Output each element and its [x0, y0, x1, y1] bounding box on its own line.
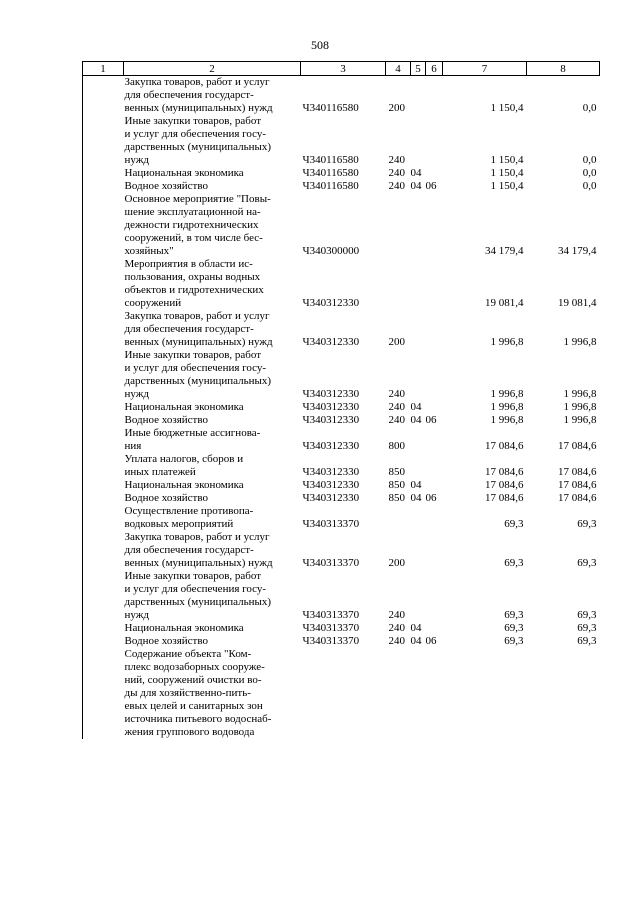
description-line: водковых мероприятий	[124, 518, 234, 530]
table-body	[83, 76, 600, 740]
amount-col7-cell: 1 150,4	[490, 154, 524, 166]
expense-type-cell: 200	[388, 102, 405, 114]
row-number-cell	[83, 492, 124, 505]
row-number-cell	[83, 505, 124, 531]
expense-type-cell: 240	[388, 388, 405, 400]
row-number-cell	[83, 479, 124, 492]
description-line: дарственных (муниципальных)	[124, 141, 272, 153]
description-line: Закупка товаров, работ и услуг	[124, 76, 270, 88]
expense-type-cell: 800	[388, 440, 405, 452]
subsection-cell: 06	[425, 180, 437, 192]
description-cell	[124, 258, 301, 310]
amount-col8-cell: 34 179,4	[558, 245, 597, 257]
description-cell	[124, 479, 301, 492]
row-number-cell	[83, 427, 124, 453]
description-cell	[124, 167, 301, 180]
description-line: Осуществление противопа-	[124, 505, 254, 517]
section-cell	[411, 115, 426, 167]
description-line: для обеспечения государст-	[124, 323, 254, 335]
subsection-cell	[426, 115, 443, 167]
expense-type-cell: 240	[388, 401, 405, 413]
description-cell	[124, 531, 301, 570]
section-cell	[411, 310, 426, 349]
expense-type-cell	[386, 193, 411, 258]
expense-type-cell	[386, 648, 411, 739]
description-line: ды для хозяйственно-пить-	[124, 687, 251, 699]
row-number-cell	[83, 310, 124, 349]
target-article-code-cell: Ч340312330	[302, 466, 360, 478]
description-cell	[124, 401, 301, 414]
section-cell: 04	[410, 167, 422, 179]
description-line: и услуг для обеспечения госу-	[124, 128, 267, 140]
amount-col7-cell: 17 084,6	[485, 440, 524, 452]
section-cell: 04	[410, 401, 422, 413]
description-line: Национальная экономика	[124, 401, 244, 413]
target-article-code-cell: Ч340312330	[302, 414, 360, 426]
amount-col8-cell: 0,0	[582, 167, 597, 179]
expense-type-cell: 240	[388, 622, 405, 634]
amount-col8-cell: 1 996,8	[563, 388, 597, 400]
column-header-4: 4	[386, 62, 411, 76]
description-cell	[124, 492, 301, 505]
expense-type-cell: 240	[388, 635, 405, 647]
expense-type-cell	[386, 505, 411, 531]
amount-col8-cell: 19 081,4	[558, 297, 597, 309]
row-number-cell	[83, 349, 124, 401]
amount-col8-cell: 69,3	[577, 609, 597, 621]
amount-col7-cell: 1 996,8	[490, 401, 524, 413]
amount-col7-cell: 17 084,6	[485, 466, 524, 478]
amount-col7-cell: 1 150,4	[490, 167, 524, 179]
target-article-code-cell: Ч340313370	[302, 609, 360, 621]
target-article-code-cell: Ч340312330	[302, 297, 360, 309]
description-line: сооружений	[124, 297, 182, 309]
subsection-cell	[426, 258, 443, 310]
subsection-cell	[426, 622, 443, 635]
description-line: ния	[124, 440, 142, 452]
amount-col7-cell: 69,3	[504, 622, 524, 634]
target-article-code-cell: Ч340312330	[302, 479, 360, 491]
table-row	[83, 479, 600, 492]
description-line: и услуг для обеспечения госу-	[124, 583, 267, 595]
target-article-code-cell: Ч340313370	[302, 557, 360, 569]
subsection-cell	[426, 648, 443, 739]
subsection-cell	[426, 531, 443, 570]
amount-col7-cell: 17 084,6	[485, 492, 524, 504]
table-row	[83, 505, 600, 531]
row-number-cell	[83, 258, 124, 310]
table-row	[83, 453, 600, 479]
amount-col8-cell: 69,3	[577, 635, 597, 647]
subsection-cell	[426, 401, 443, 414]
amount-col8-cell: 1 996,8	[563, 336, 597, 348]
description-line: и услуг для обеспечения госу-	[124, 362, 267, 374]
amount-col7-cell: 69,3	[504, 557, 524, 569]
expense-type-cell: 240	[388, 609, 405, 621]
expense-type-cell: 200	[388, 557, 405, 569]
row-number-cell	[83, 453, 124, 479]
row-number-cell	[83, 167, 124, 180]
amount-col8-cell: 17 084,6	[558, 466, 597, 478]
expense-type-cell: 240	[388, 180, 405, 192]
target-article-code-cell: Ч340116580	[302, 180, 359, 192]
row-number-cell	[83, 193, 124, 258]
description-line: плекс водозаборных сооруже-	[124, 661, 265, 673]
description-line: Водное хозяйство	[124, 180, 208, 192]
amount-col8-cell	[527, 648, 600, 739]
column-header-8: 8	[527, 62, 600, 76]
target-article-code-cell: Ч340116580	[302, 154, 359, 166]
row-number-cell	[83, 115, 124, 167]
description-line: Иные закупки товаров, работ	[124, 349, 262, 361]
target-article-code-cell: Ч340312330	[302, 401, 360, 413]
description-line: пользования, охраны водных	[124, 271, 261, 283]
expense-type-cell: 240	[388, 154, 405, 166]
section-cell	[411, 570, 426, 622]
subsection-cell	[426, 349, 443, 401]
description-line: Национальная экономика	[124, 479, 244, 491]
target-article-code-cell: Ч340300000	[302, 245, 360, 257]
target-article-code-cell: Ч340312330	[302, 440, 360, 452]
subsection-cell	[426, 310, 443, 349]
amount-col8-cell: 0,0	[582, 102, 597, 114]
description-line: для обеспечения государст-	[124, 544, 254, 556]
description-line: нужд	[124, 388, 149, 400]
table-row	[83, 349, 600, 401]
table-row	[83, 115, 600, 167]
amount-col8-cell: 1 996,8	[563, 401, 597, 413]
amount-col7-cell: 1 996,8	[490, 414, 524, 426]
description-cell	[124, 648, 301, 739]
subsection-cell	[426, 76, 443, 116]
column-header-2: 2	[124, 62, 301, 76]
amount-col8-cell: 17 084,6	[558, 479, 597, 491]
target-article-code-cell	[301, 648, 386, 739]
amount-col8-cell: 17 084,6	[558, 492, 597, 504]
column-header-3: 3	[301, 62, 386, 76]
target-article-code-cell: Ч340312330	[302, 336, 360, 348]
amount-col7-cell: 17 084,6	[485, 479, 524, 491]
description-line: венных (муниципальных) нужд	[124, 102, 273, 114]
subsection-cell: 06	[425, 414, 437, 426]
description-cell	[124, 414, 301, 427]
description-cell	[124, 76, 301, 116]
subsection-cell	[426, 427, 443, 453]
amount-col7-cell: 1 996,8	[490, 388, 524, 400]
section-cell: 04	[410, 180, 422, 192]
description-line: Национальная экономика	[124, 167, 244, 179]
amount-col8-cell: 69,3	[577, 557, 597, 569]
description-line: Закупка товаров, работ и услуг	[124, 310, 270, 322]
table-row	[83, 193, 600, 258]
amount-col7-cell: 19 081,4	[485, 297, 524, 309]
table-row	[83, 414, 600, 427]
table-row	[83, 76, 600, 116]
expense-type-cell: 240	[388, 167, 405, 179]
row-number-cell	[83, 570, 124, 622]
description-line: для обеспечения государст-	[124, 89, 254, 101]
column-header-5: 5	[411, 62, 426, 76]
section-cell	[411, 531, 426, 570]
description-line: Водное хозяйство	[124, 414, 208, 426]
description-line: объектов и гидротехнических	[124, 284, 264, 296]
row-number-cell	[83, 531, 124, 570]
table-row	[83, 622, 600, 635]
description-line: Водное хозяйство	[124, 492, 208, 504]
table-row	[83, 427, 600, 453]
target-article-code-cell: Ч340313370	[302, 635, 360, 647]
section-cell: 04	[410, 635, 422, 647]
subsection-cell	[426, 505, 443, 531]
description-line: дежности гидротехнических	[124, 219, 259, 231]
table-row	[83, 310, 600, 349]
description-line: нужд	[124, 609, 149, 621]
description-line: Национальная экономика	[124, 622, 244, 634]
description-line: нужд	[124, 154, 149, 166]
amount-col7-cell: 69,3	[504, 518, 524, 530]
amount-col7-cell: 34 179,4	[485, 245, 524, 257]
subsection-cell: 06	[425, 492, 437, 504]
target-article-code-cell: Ч340313370	[302, 518, 360, 530]
expense-type-cell: 850	[388, 492, 405, 504]
row-number-cell	[83, 622, 124, 635]
subsection-cell	[426, 479, 443, 492]
description-line: Содержание объекта "Ком-	[124, 648, 252, 660]
table-row	[83, 531, 600, 570]
amount-col8-cell: 0,0	[582, 154, 597, 166]
table-row	[83, 167, 600, 180]
amount-col7-cell: 69,3	[504, 635, 524, 647]
description-line: венных (муниципальных) нужд	[124, 557, 273, 569]
target-article-code-cell: Ч340312330	[302, 388, 360, 400]
description-line: сооружений, в том числе бес-	[124, 232, 263, 244]
subsection-cell	[426, 193, 443, 258]
description-cell	[124, 193, 301, 258]
row-number-cell	[83, 180, 124, 193]
description-cell	[124, 427, 301, 453]
subsection-cell	[426, 453, 443, 479]
amount-col7-cell: 1 996,8	[490, 336, 524, 348]
expense-type-cell: 850	[388, 479, 405, 491]
section-cell	[411, 648, 426, 739]
description-line: шение эксплуатационной на-	[124, 206, 261, 218]
target-article-code-cell: Ч340116580	[302, 102, 359, 114]
section-cell	[411, 505, 426, 531]
expense-type-cell	[386, 258, 411, 310]
description-line: Иные закупки товаров, работ	[124, 570, 262, 582]
description-line: дарственных (муниципальных)	[124, 596, 272, 608]
description-line: ний, сооружений очистки во-	[124, 674, 262, 686]
description-line: евых целей и санитарных зон	[124, 700, 263, 712]
table-row	[83, 401, 600, 414]
description-line: Мероприятия в области ис-	[124, 258, 253, 270]
section-cell: 04	[410, 414, 422, 426]
description-cell	[124, 180, 301, 193]
description-cell	[124, 570, 301, 622]
description-line: хозяйных"	[124, 245, 174, 257]
section-cell	[411, 349, 426, 401]
description-cell	[124, 505, 301, 531]
description-cell	[124, 310, 301, 349]
section-cell: 04	[410, 622, 422, 634]
description-line: Водное хозяйство	[124, 635, 208, 647]
description-line: венных (муниципальных) нужд	[124, 336, 273, 348]
row-number-cell	[83, 76, 124, 116]
table-row	[83, 180, 600, 193]
row-number-cell	[83, 414, 124, 427]
amount-col7-cell: 69,3	[504, 609, 524, 621]
description-cell	[124, 635, 301, 648]
table-row	[83, 492, 600, 505]
page-number: 508	[311, 38, 329, 52]
section-cell	[411, 76, 426, 116]
column-header-row	[83, 62, 600, 76]
description-line: Иные бюджетные ассигнова-	[124, 427, 261, 439]
subsection-cell	[426, 167, 443, 180]
description-cell	[124, 453, 301, 479]
description-cell	[124, 349, 301, 401]
description-cell	[124, 622, 301, 635]
section-cell	[411, 193, 426, 258]
target-article-code-cell: Ч340116580	[302, 167, 359, 179]
target-article-code-cell: Ч340313370	[302, 622, 360, 634]
description-line: Иные закупки товаров, работ	[124, 115, 262, 127]
description-cell	[124, 115, 301, 167]
row-number-cell	[83, 648, 124, 739]
description-line: иных платежей	[124, 466, 196, 478]
table-row	[83, 570, 600, 622]
subsection-cell	[426, 570, 443, 622]
expense-type-cell: 200	[388, 336, 405, 348]
expense-type-cell: 850	[388, 466, 405, 478]
column-header-1: 1	[83, 62, 124, 76]
section-cell: 04	[410, 479, 422, 491]
row-number-cell	[83, 401, 124, 414]
amount-col7-cell: 1 150,4	[490, 180, 524, 192]
description-line: Закупка товаров, работ и услуг	[124, 531, 270, 543]
column-header-6: 6	[426, 62, 443, 76]
description-line: Основное мероприятие "Повы-	[124, 193, 271, 205]
section-cell: 04	[410, 492, 422, 504]
section-cell	[411, 258, 426, 310]
table-row	[83, 648, 600, 739]
table-row	[83, 258, 600, 310]
subsection-cell: 06	[425, 635, 437, 647]
amount-col7-cell	[443, 648, 527, 739]
amount-col7-cell: 1 150,4	[490, 102, 524, 114]
amount-col8-cell: 69,3	[577, 518, 597, 530]
amount-col8-cell: 17 084,6	[558, 440, 597, 452]
row-number-cell	[83, 635, 124, 648]
column-header-7: 7	[443, 62, 527, 76]
amount-col8-cell: 0,0	[582, 180, 597, 192]
budget-table	[82, 61, 600, 739]
expense-type-cell: 240	[388, 414, 405, 426]
description-line: дарственных (муниципальных)	[124, 375, 272, 387]
description-line: Уплата налогов, сборов и	[124, 453, 244, 465]
table-row	[83, 635, 600, 648]
section-cell	[411, 427, 426, 453]
target-article-code-cell: Ч340312330	[302, 492, 360, 504]
section-cell	[411, 453, 426, 479]
amount-col8-cell: 1 996,8	[563, 414, 597, 426]
description-line: источника питьевого водоснаб-	[124, 713, 272, 725]
description-line: жения группового водовода	[124, 726, 255, 738]
amount-col8-cell: 69,3	[577, 622, 597, 634]
